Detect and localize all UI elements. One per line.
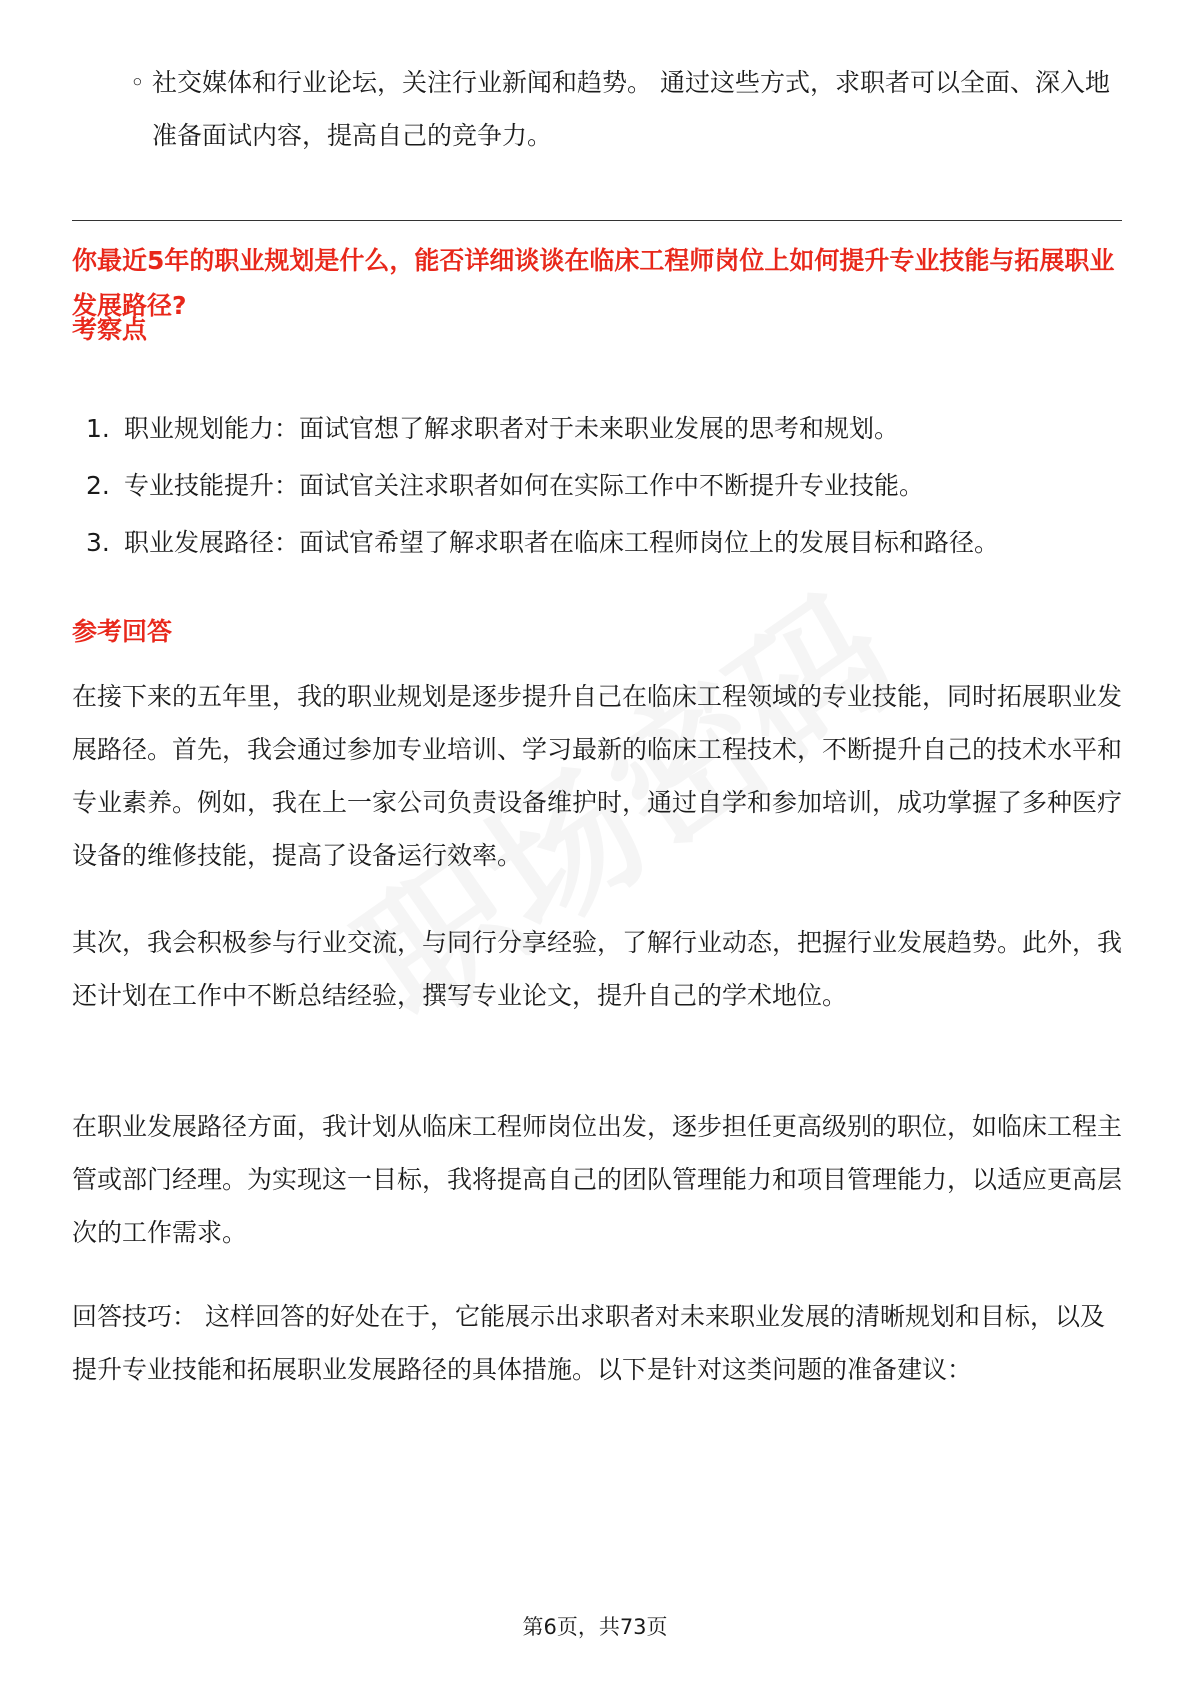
assessment-item <box>72 402 1122 455</box>
answer-paragraph: 其次，我会积极参与行业交流，与同行分享经验，了解行业动态，把握行业发展趋势。此外，我还计划在工作中不断总结经验，撰写专业论文，提升自己的学术地位。 <box>72 928 1123 1010</box>
assessment-item-number: 3. <box>86 528 110 557</box>
answer-paragraph: 在接下来的五年里，我的职业规划是逐步提升自己在临床工程领域的专业技能，同时拓展职业发展路径。首先，我会通过参加专业培训、学习最新的临床工程技术，不断提升自己的技术水平和专业素养。例如，我在上一家公司负责设备维护时，通过自学和参加培训，成功掌握了多种医疗设备的维修技能，提高了设备运行效率。 <box>72 682 1123 870</box>
intro-bullet-text: 社交媒体和行业论坛，关注行业新闻和趋势。 通过这些方式，求职者可以全面、深入地准备面试内容，提高自己的竞争力。 <box>152 68 1110 150</box>
assessment-item-text: 职业规划能力：面试官想了解求职者对于未来职业发展的思考和规划。 <box>124 414 900 443</box>
assessment-item-text: 专业技能提升：面试官关注求职者如何在实际工作中不断提升专业技能。 <box>124 471 925 500</box>
document-page <box>72 0 1122 1684</box>
assessment-title: 考察点 <box>72 315 148 344</box>
assessment-item <box>72 516 1122 569</box>
answer-tip-paragraph: 回答技巧： 这样回答的好处在于，它能展示出求职者对未来职业发展的清晰规划和目标，以及提升专业技能和拓展职业发展路径的具体措施。以下是针对这类问题的准备建议： <box>72 1302 1105 1384</box>
assessment-item-number: 2. <box>86 471 110 500</box>
assessment-list <box>72 402 1122 573</box>
answer-title: 参考回答 <box>72 617 173 646</box>
intro-bullet-item <box>130 56 1112 162</box>
page-number: 第6页，共73页 <box>522 1615 668 1639</box>
answer-paragraph: 在职业发展路径方面，我计划从临床工程师岗位出发，逐步担任更高级别的职位，如临床工程主管或部门经理。为实现这一目标，我将提高自己的团队管理能力和项目管理能力，以适应更高层次的工作需求。 <box>72 1112 1123 1247</box>
assessment-item-text: 职业发展路径：面试官希望了解求职者在临床工程师岗位上的发展目标和路径。 <box>124 528 1000 557</box>
section-divider <box>72 220 1122 221</box>
assessment-item <box>72 459 1122 512</box>
interview-question: 你最近5年的职业规划是什么，能否详细谈谈在临床工程师岗位上如何提升专业技能与拓展职业发展路径? <box>72 246 1115 320</box>
assessment-item-number: 1. <box>86 414 110 443</box>
hollow-bullet-icon: ◦ <box>130 68 145 97</box>
